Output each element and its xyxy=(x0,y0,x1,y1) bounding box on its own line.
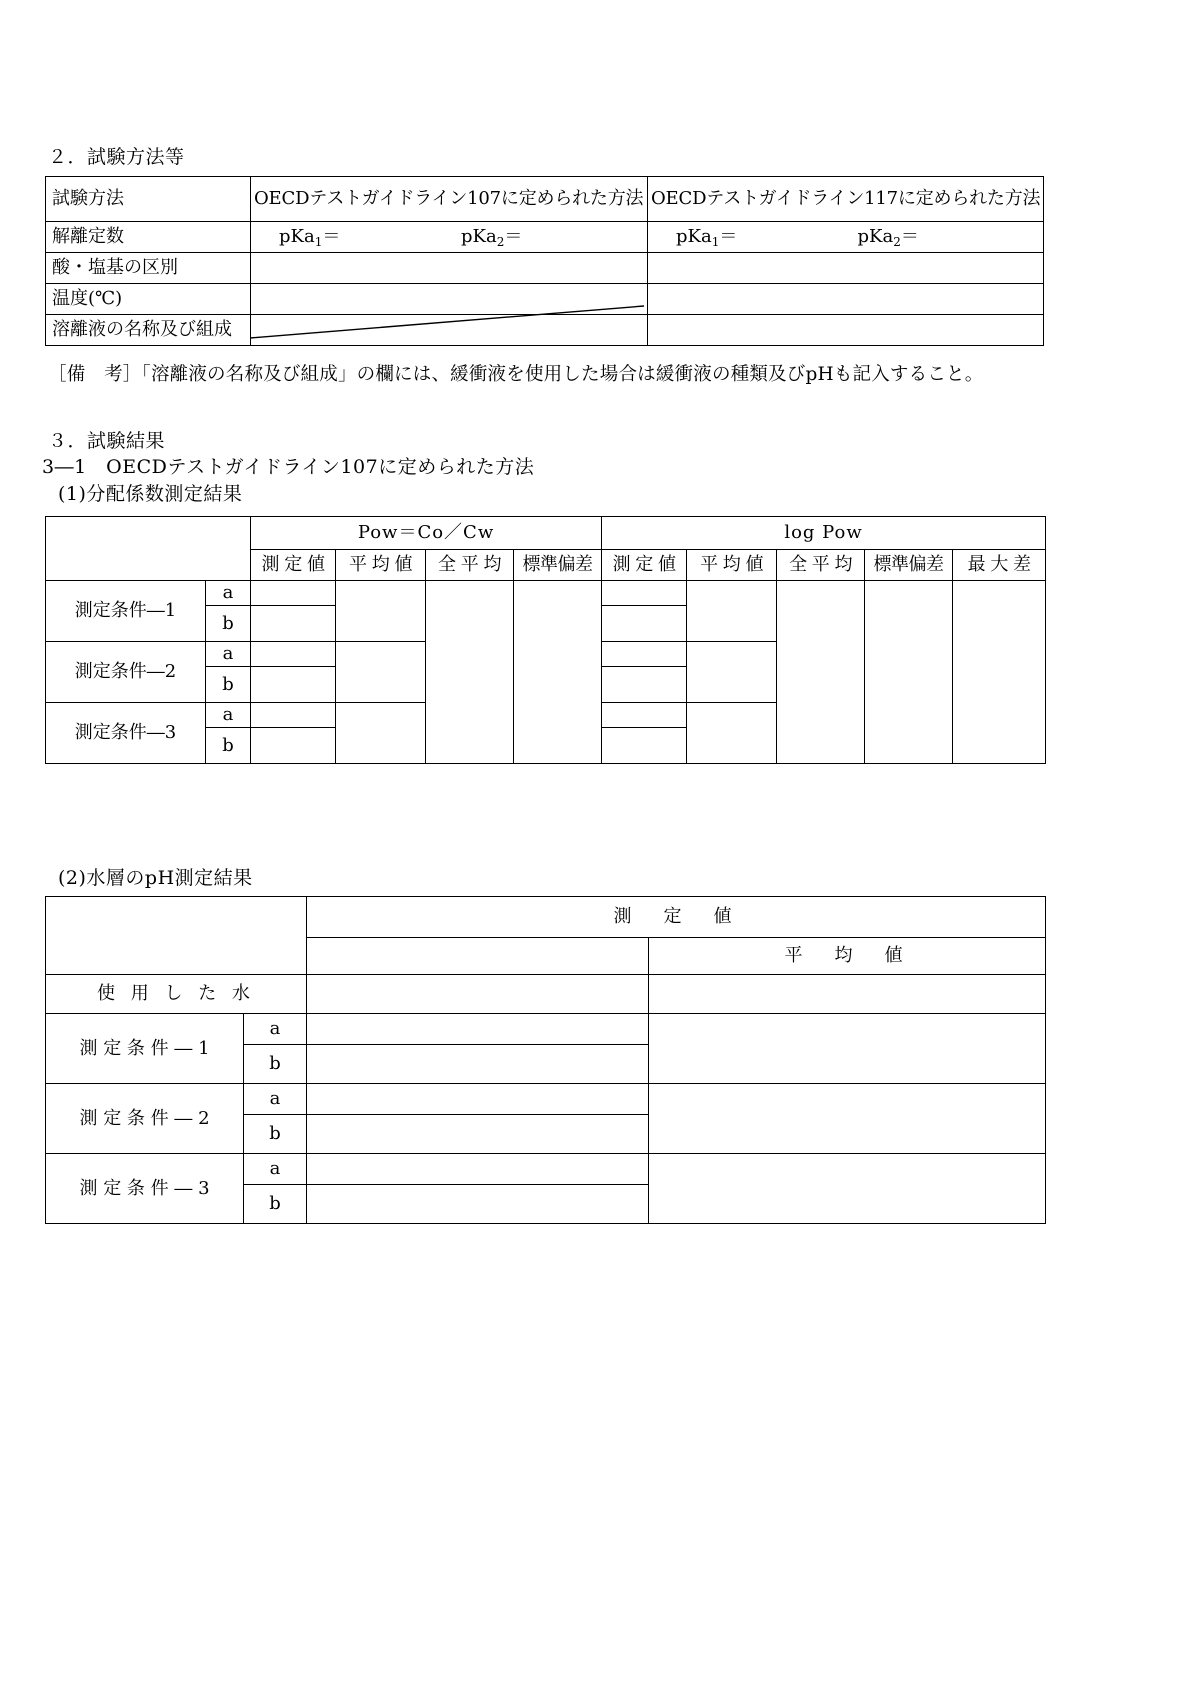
ph-cell-average-1[interactable] xyxy=(649,1014,1046,1084)
table-row xyxy=(46,1154,1046,1185)
pow-condition-label-2: 測定条件―2 xyxy=(46,642,206,703)
pow-cell-measured-2b[interactable] xyxy=(251,667,336,703)
test-method-table xyxy=(45,176,1044,346)
cell-eluent-117[interactable] xyxy=(648,315,1044,346)
logpow-cell-average-3[interactable] xyxy=(687,703,777,764)
pow-corner-cell xyxy=(46,517,251,581)
ph-header-measured: 測 定 値 xyxy=(307,897,1046,938)
ph-replicate-label-1b: b xyxy=(244,1045,307,1084)
table-header-row xyxy=(46,517,1046,550)
row-label-temperature: 温度(℃) xyxy=(46,284,251,315)
pow-cell-std-dev[interactable] xyxy=(514,581,602,764)
pow-group-header: Pow＝Co／Cw xyxy=(251,517,602,550)
ph-cell-measured-water[interactable] xyxy=(307,975,649,1014)
row-label-eluent: 溶離液の名称及び組成 xyxy=(46,315,251,346)
table-row xyxy=(46,177,1044,222)
pow-cell-measured-2a[interactable] xyxy=(251,642,336,667)
subsection-3-1-heading: 3―1 OECDテストガイドライン107に定められた方法 xyxy=(42,456,535,478)
logpow-subheader-max-diff: 最 大 差 xyxy=(953,550,1046,581)
pow-condition-label-1: 測定条件―1 xyxy=(46,581,206,642)
ph-header-measured-blank xyxy=(307,938,649,975)
ph-cell-measured-1a[interactable] xyxy=(307,1014,649,1045)
cell-method-117[interactable]: OECDテストガイドライン117に定められた方法 xyxy=(648,177,1044,222)
pow-replicate-label-3b: b xyxy=(206,728,251,764)
ph-cell-average-3[interactable] xyxy=(649,1154,1046,1224)
ph-replicate-label-2a: a xyxy=(244,1084,307,1115)
pka1-label-107: pKa$_1$＝ xyxy=(279,226,341,250)
pka1-label-117: pKa$_1$＝ xyxy=(676,226,738,250)
ph-measurement-table xyxy=(45,896,1046,1224)
pow-subheader-average: 平 均 値 xyxy=(336,550,426,581)
cell-pka-117[interactable] xyxy=(648,222,1044,253)
ph-replicate-label-3a: a xyxy=(244,1154,307,1185)
pow-replicate-label-3a: a xyxy=(206,703,251,728)
table-row xyxy=(46,253,1044,284)
ph-cell-measured-1b[interactable] xyxy=(307,1045,649,1084)
logpow-subheader-measured: 測 定 値 xyxy=(602,550,687,581)
cell-pka-107[interactable] xyxy=(251,222,648,253)
logpow-subheader-grand-average: 全 平 均 xyxy=(777,550,865,581)
ph-header-average: 平 均 値 xyxy=(649,938,1046,975)
table-row xyxy=(46,1014,1046,1045)
pow-cell-measured-3b[interactable] xyxy=(251,728,336,764)
pow-cell-average-1[interactable] xyxy=(336,581,426,642)
pow-replicate-label-1a: a xyxy=(206,581,251,606)
ph-cell-measured-3a[interactable] xyxy=(307,1154,649,1185)
ph-cell-average-water[interactable] xyxy=(649,975,1046,1014)
cell-temperature-117[interactable] xyxy=(648,284,1044,315)
logpow-cell-measured-2b[interactable] xyxy=(602,667,687,703)
table-row xyxy=(46,581,1046,606)
ph-row-label-water-used: 使 用 し た 水 xyxy=(46,975,307,1014)
subsection-2-label: (2)水層のpH測定結果 xyxy=(58,867,253,889)
logpow-cell-std-dev[interactable] xyxy=(865,581,953,764)
ph-cell-measured-2b[interactable] xyxy=(307,1115,649,1154)
ph-corner-cell xyxy=(46,897,307,975)
logpow-cell-grand-average[interactable] xyxy=(777,581,865,764)
logpow-cell-measured-1a[interactable] xyxy=(602,581,687,606)
pow-replicate-label-2b: b xyxy=(206,667,251,703)
logpow-cell-average-2[interactable] xyxy=(687,642,777,703)
logpow-cell-average-1[interactable] xyxy=(687,581,777,642)
pow-subheader-grand-average: 全 平 均 xyxy=(426,550,514,581)
ph-replicate-label-2b: b xyxy=(244,1115,307,1154)
table-row xyxy=(46,975,1046,1014)
logpow-subheader-std-dev: 標準偏差 xyxy=(865,550,953,581)
cell-eluent-107 xyxy=(251,315,648,346)
pka2-label-117: pKa$_2$＝ xyxy=(857,226,919,250)
table-row xyxy=(46,315,1044,346)
subsection-1-label: (1)分配係数測定結果 xyxy=(58,483,243,505)
cell-acid-base-107[interactable] xyxy=(251,253,648,284)
remarks-note: ［備 考］「溶離液の名称及び組成」の欄には、緩衝液を使用した場合は緩衝液の種類及びpHも記入すること。 xyxy=(48,364,984,385)
table-header-row xyxy=(46,897,1046,938)
logpow-cell-measured-3a[interactable] xyxy=(602,703,687,728)
pow-cell-average-3[interactable] xyxy=(336,703,426,764)
logpow-group-header: log Pow xyxy=(602,517,1046,550)
pow-subheader-std-dev: 標準偏差 xyxy=(514,550,602,581)
logpow-subheader-average: 平 均 値 xyxy=(687,550,777,581)
pow-cell-measured-3a[interactable] xyxy=(251,703,336,728)
section-2-heading: ２．試験方法等 xyxy=(48,146,185,168)
pka2-label-107: pKa$_2$＝ xyxy=(461,226,523,250)
row-label-dissociation-constant: 解離定数 xyxy=(46,222,251,253)
table-row xyxy=(46,222,1044,253)
ph-replicate-label-1a: a xyxy=(244,1014,307,1045)
logpow-cell-measured-3b[interactable] xyxy=(602,728,687,764)
pow-replicate-label-1b: b xyxy=(206,606,251,642)
pow-replicate-label-2a: a xyxy=(206,642,251,667)
ph-cell-measured-2a[interactable] xyxy=(307,1084,649,1115)
ph-condition-label-1: 測 定 条 件 ― 1 xyxy=(46,1014,244,1084)
table-row xyxy=(46,1084,1046,1115)
cell-method-107[interactable]: OECDテストガイドライン107に定められた方法 xyxy=(251,177,648,222)
section-3-heading: ３．試験結果 xyxy=(48,430,166,452)
logpow-cell-measured-1b[interactable] xyxy=(602,606,687,642)
logpow-cell-max-diff[interactable] xyxy=(953,581,1046,764)
pow-cell-measured-1a[interactable] xyxy=(251,581,336,606)
pow-cell-measured-1b[interactable] xyxy=(251,606,336,642)
ph-replicate-label-3b: b xyxy=(244,1185,307,1224)
partition-coefficient-table xyxy=(45,516,1046,764)
pow-condition-label-3: 測定条件―3 xyxy=(46,703,206,764)
row-label-acid-base: 酸・塩基の区別 xyxy=(46,253,251,284)
ph-cell-average-2[interactable] xyxy=(649,1084,1046,1154)
pow-subheader-measured: 測 定 値 xyxy=(251,550,336,581)
pow-cell-grand-average[interactable] xyxy=(426,581,514,764)
row-label-test-method: 試験方法 xyxy=(46,177,251,222)
ph-cell-measured-3b[interactable] xyxy=(307,1185,649,1224)
pow-cell-average-2[interactable] xyxy=(336,642,426,703)
ph-condition-label-2: 測 定 条 件 ― 2 xyxy=(46,1084,244,1154)
logpow-cell-measured-2a[interactable] xyxy=(602,642,687,667)
cell-acid-base-117[interactable] xyxy=(648,253,1044,284)
cell-temperature-107[interactable] xyxy=(251,284,648,315)
ph-condition-label-3: 測 定 条 件 ― 3 xyxy=(46,1154,244,1224)
table-row xyxy=(46,284,1044,315)
